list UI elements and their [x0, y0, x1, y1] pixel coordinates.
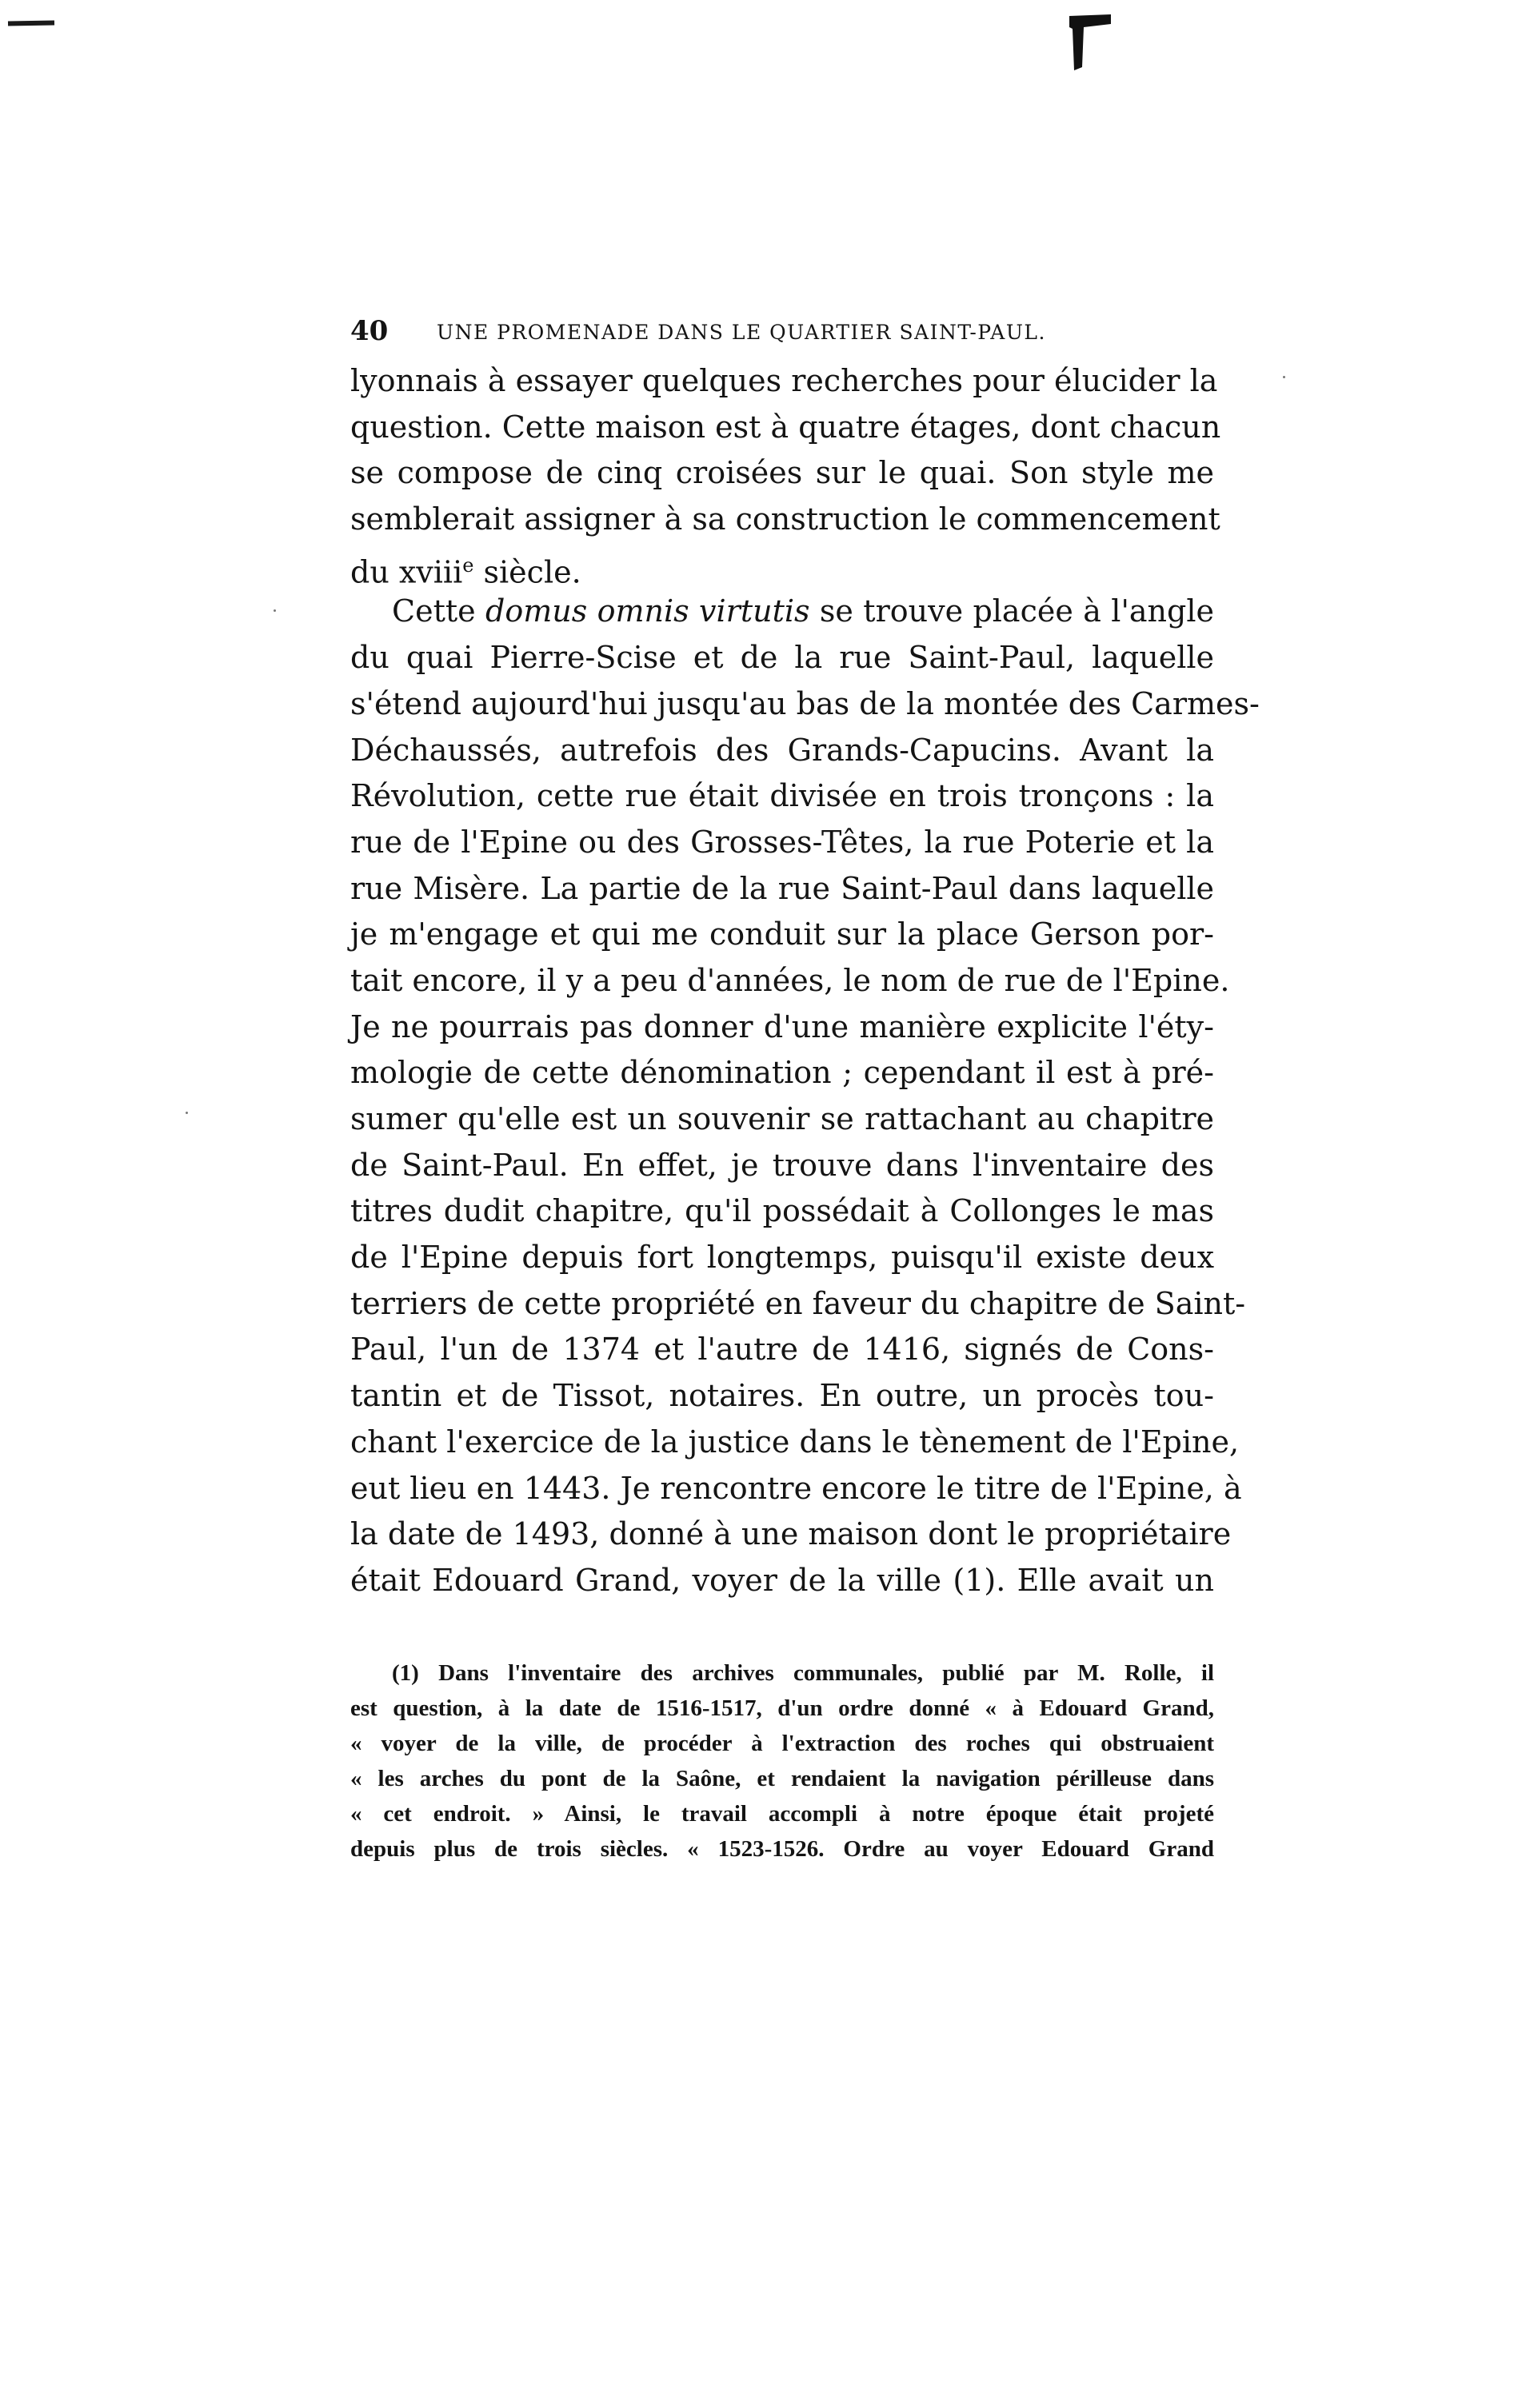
century-suffix: siècle.	[473, 554, 581, 590]
body-line: terriers de cette propriété en faveur du chapitre de Saint-	[350, 1285, 1246, 1321]
footnote-line: « cet endroit. » Ainsi, le travail accompli à notre époque était projeté	[350, 1801, 1214, 1827]
body-line: de Saint-Paul. En effet, je trouve dans l'inventaire des	[350, 1147, 1214, 1183]
body-line: Paul, l'un de 1374 et l'autre de 1416, signés de Cons-	[350, 1332, 1214, 1368]
body-line: rue de l'Epine ou des Grosses-Têtes, la rue Poterie et la	[350, 824, 1214, 860]
body-line: lyonnais à essayer quelques recherches pour élucider la	[350, 363, 1218, 398]
body-line: Déchaussés, autrefois des Grands-Capucins. Avant la	[350, 732, 1214, 768]
body-line: du quai Pierre-Scise et de la rue Saint-Paul, laquelle	[350, 640, 1214, 676]
body-line: chant l'exercice de la justice dans le tènement de l'Epine,	[350, 1424, 1240, 1460]
body-line: Je ne pourrais pas donner d'une manière explicite l'éty-	[350, 1008, 1214, 1044]
body-line: semblerait assigner à sa construction le commencement	[350, 501, 1220, 537]
scan-edge-mark	[8, 20, 54, 26]
scan-speck	[186, 1112, 188, 1114]
body-line: sumer qu'elle est un souvenir se rattachant au chapitre	[350, 1101, 1214, 1136]
footnote-line: « voyer de la ville, de procéder à l'extraction des roches qui obstruaient	[350, 1731, 1214, 1756]
scan-speck	[1283, 376, 1285, 378]
body-line-century	[350, 543, 1214, 589]
page-number: 40	[350, 315, 389, 347]
body-line: mologie de cette dénomination ; cependant il est à pré-	[350, 1055, 1214, 1091]
body-line: tait encore, il y a peu d'années, le nom de rue de l'Epine.	[350, 962, 1230, 998]
footnote-line: « les arches du pont de la Saône, et rendaient la navigation périlleuse dans	[350, 1766, 1214, 1791]
paragraph-start-suffix: se trouve placée à l'angle	[809, 593, 1214, 629]
century-superscript: e	[462, 553, 474, 577]
body-line: la date de 1493, donné à une maison dont le propriétaire	[350, 1516, 1232, 1552]
body-line: se compose de cinq croisées sur le quai. Son style me	[350, 455, 1214, 491]
body-line: Révolution, cette rue était divisée en trois tronçons : la	[350, 778, 1214, 814]
body-line: titres dudit chapitre, qu'il possédait à Collonges le mas	[350, 1193, 1214, 1229]
body-line: était Edouard Grand, voyer de la ville (1). Elle avait un	[350, 1562, 1214, 1598]
body-line: rue Misère. La partie de la rue Saint-Paul dans laquelle	[350, 870, 1214, 906]
page-header	[350, 309, 1214, 353]
body-line: tantin et de Tissot, notaires. En outre, un procès tou-	[350, 1378, 1214, 1414]
scan-speck	[274, 609, 276, 612]
running-title: UNE PROMENADE DANS LE QUARTIER SAINT-PAUL.	[437, 321, 1046, 344]
scan-corner-mark	[1066, 11, 1114, 74]
body-text	[350, 358, 1260, 1604]
footnote-line: depuis plus de trois siècles. « 1523-1526. Ordre au voyer Edouard Grand	[350, 1836, 1214, 1862]
body-line: s'étend aujourd'hui jusqu'au bas de la montée des Carmes-	[350, 685, 1260, 721]
paragraph-start-prefix: Cette	[392, 593, 485, 629]
body-line: je m'engage et qui me conduit sur la place Gerson por-	[350, 916, 1214, 952]
century-text: du xviii	[350, 554, 463, 590]
footnote	[350, 1655, 1214, 1867]
body-line: eut lieu en 1443. Je rencontre encore le titre de l'Epine, à	[350, 1470, 1242, 1506]
body-line: question. Cette maison est à quatre étages, dont chacun	[350, 409, 1221, 445]
paragraph-start	[350, 589, 1214, 635]
footnote-line: (1) Dans l'inventaire des archives communales, publié par M. Rolle, il	[392, 1660, 1214, 1686]
footnote-line: est question, à la date de 1516-1517, d'un ordre donné « à Edouard Grand,	[350, 1695, 1214, 1721]
latin-phrase: domus omnis virtutis	[485, 593, 810, 629]
body-line: de l'Epine depuis fort longtemps, puisqu'il existe deux	[350, 1240, 1214, 1276]
